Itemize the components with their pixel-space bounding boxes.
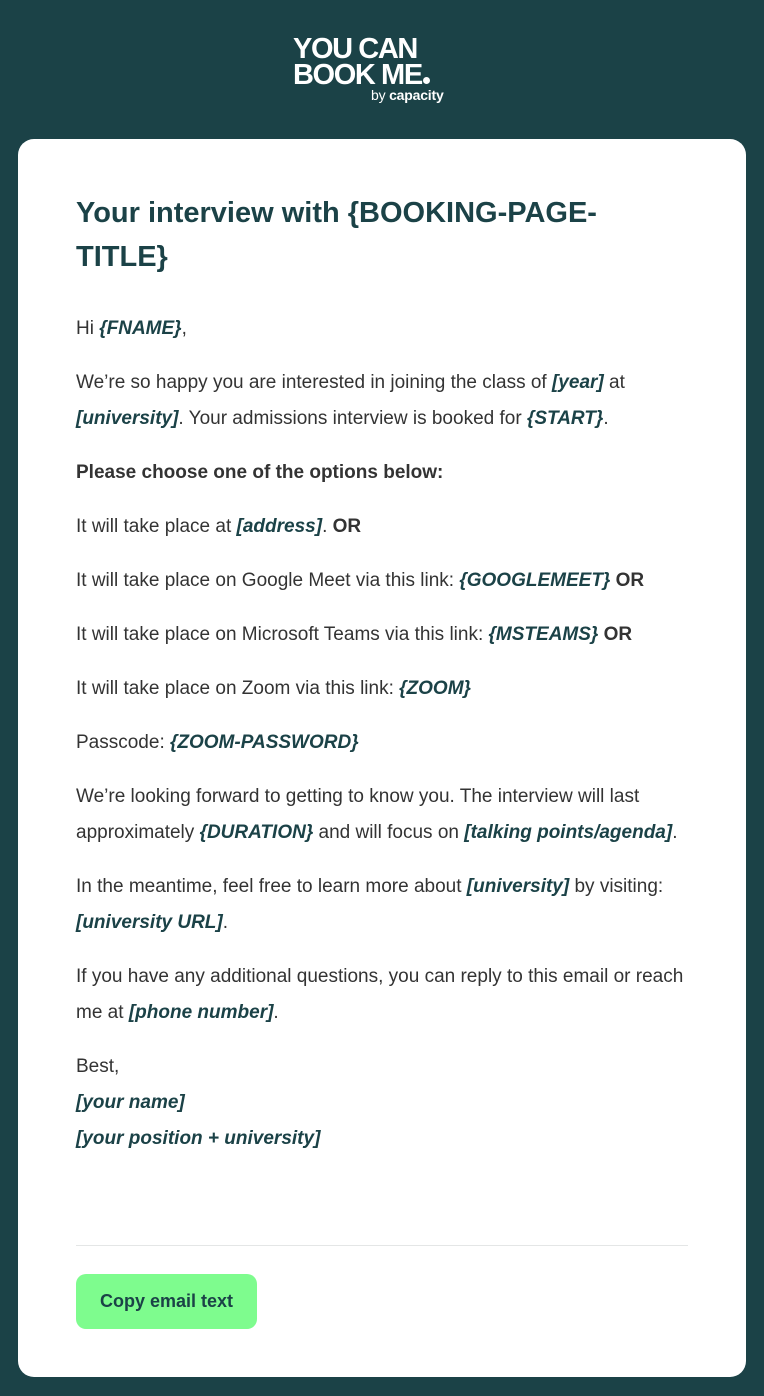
or-label: OR [598,624,633,645]
greeting-text: Hi [76,318,100,339]
option-text: It will take place on Google Meet via this link: [76,570,460,591]
address-variable: [address] [236,516,323,537]
logo-byline [371,87,473,103]
logo-line-2-text: BOOK ME [293,59,422,91]
meantime-text: . [222,912,229,933]
start-variable: {START} [526,408,604,429]
intro-paragraph [76,365,688,437]
zoom-password-variable: {ZOOM-PASSWORD} [170,732,359,753]
meantime-text: by visiting: [569,876,664,897]
logo-by-word: by [371,87,386,103]
greeting-suffix: , [181,318,187,339]
signoff-text: Best, [76,1056,120,1077]
option-text: . [322,516,333,537]
forward-text: and will focus on [313,822,465,843]
logo-dot-icon [423,77,430,84]
choose-options-heading: Please choose one of the options below: [76,462,444,483]
intro-text: We’re so happy you are interested in joining the class of [76,372,552,393]
option-text: It will take place at [76,516,237,537]
passcode-label: Passcode: [76,732,170,753]
university-variable: [university] [76,408,179,429]
option-address [76,509,688,545]
option-teams [76,617,688,653]
phone-number-variable: [phone number] [128,1002,274,1023]
passcode-line [76,725,688,761]
email-card [18,139,746,1377]
meantime-text: In the meantime, feel free to learn more about [76,876,467,897]
youcanbookme-logo [293,33,473,103]
msteams-variable: {MSTEAMS} [488,624,599,645]
university-url-variable: [university URL] [76,912,223,933]
logo-line-2 [293,59,473,91]
forward-paragraph [76,779,688,851]
university-variable: [university] [466,876,570,897]
duration-variable: {DURATION} [199,822,314,843]
questions-text: If you have any additional questions, you can reply to this email or reach me at [76,966,684,1023]
zoom-variable: {ZOOM} [399,678,471,699]
signature-block [76,1049,688,1157]
option-zoom [76,671,688,707]
copy-email-text-button[interactable]: Copy email text [76,1274,257,1329]
email-title: Your interview with {BOOKING-PAGE-TITLE} [76,197,597,273]
divider [76,1245,688,1246]
agenda-variable: [talking points/agenda] [464,822,673,843]
option-text: It will take place on Zoom via this link: [76,678,400,699]
option-text: It will take place on Microsoft Teams via this link: [76,624,489,645]
meantime-paragraph [76,869,688,941]
or-label: OR [332,516,362,537]
forward-text: . [672,822,678,843]
logo-company-word: capacity [389,87,444,103]
questions-paragraph [76,959,688,1031]
greeting-paragraph [76,311,688,347]
your-name-variable: [your name] [76,1092,185,1113]
forward-text: We’re looking forward to getting to know you. The interview will last approximately [76,786,640,843]
fname-variable: {FNAME} [99,318,182,339]
or-label: OR [610,570,645,591]
intro-text: at [603,372,625,393]
intro-text: . [603,408,609,429]
option-google-meet [76,563,688,599]
logo-line-1: YOU CAN [293,33,417,65]
questions-text: . [273,1002,279,1023]
intro-text: . Your admissions interview is booked for [178,408,527,429]
googlemeet-variable: {GOOGLEMEET} [459,570,611,591]
year-variable: [year] [551,372,604,393]
your-position-variable: [your position + university] [76,1128,321,1149]
